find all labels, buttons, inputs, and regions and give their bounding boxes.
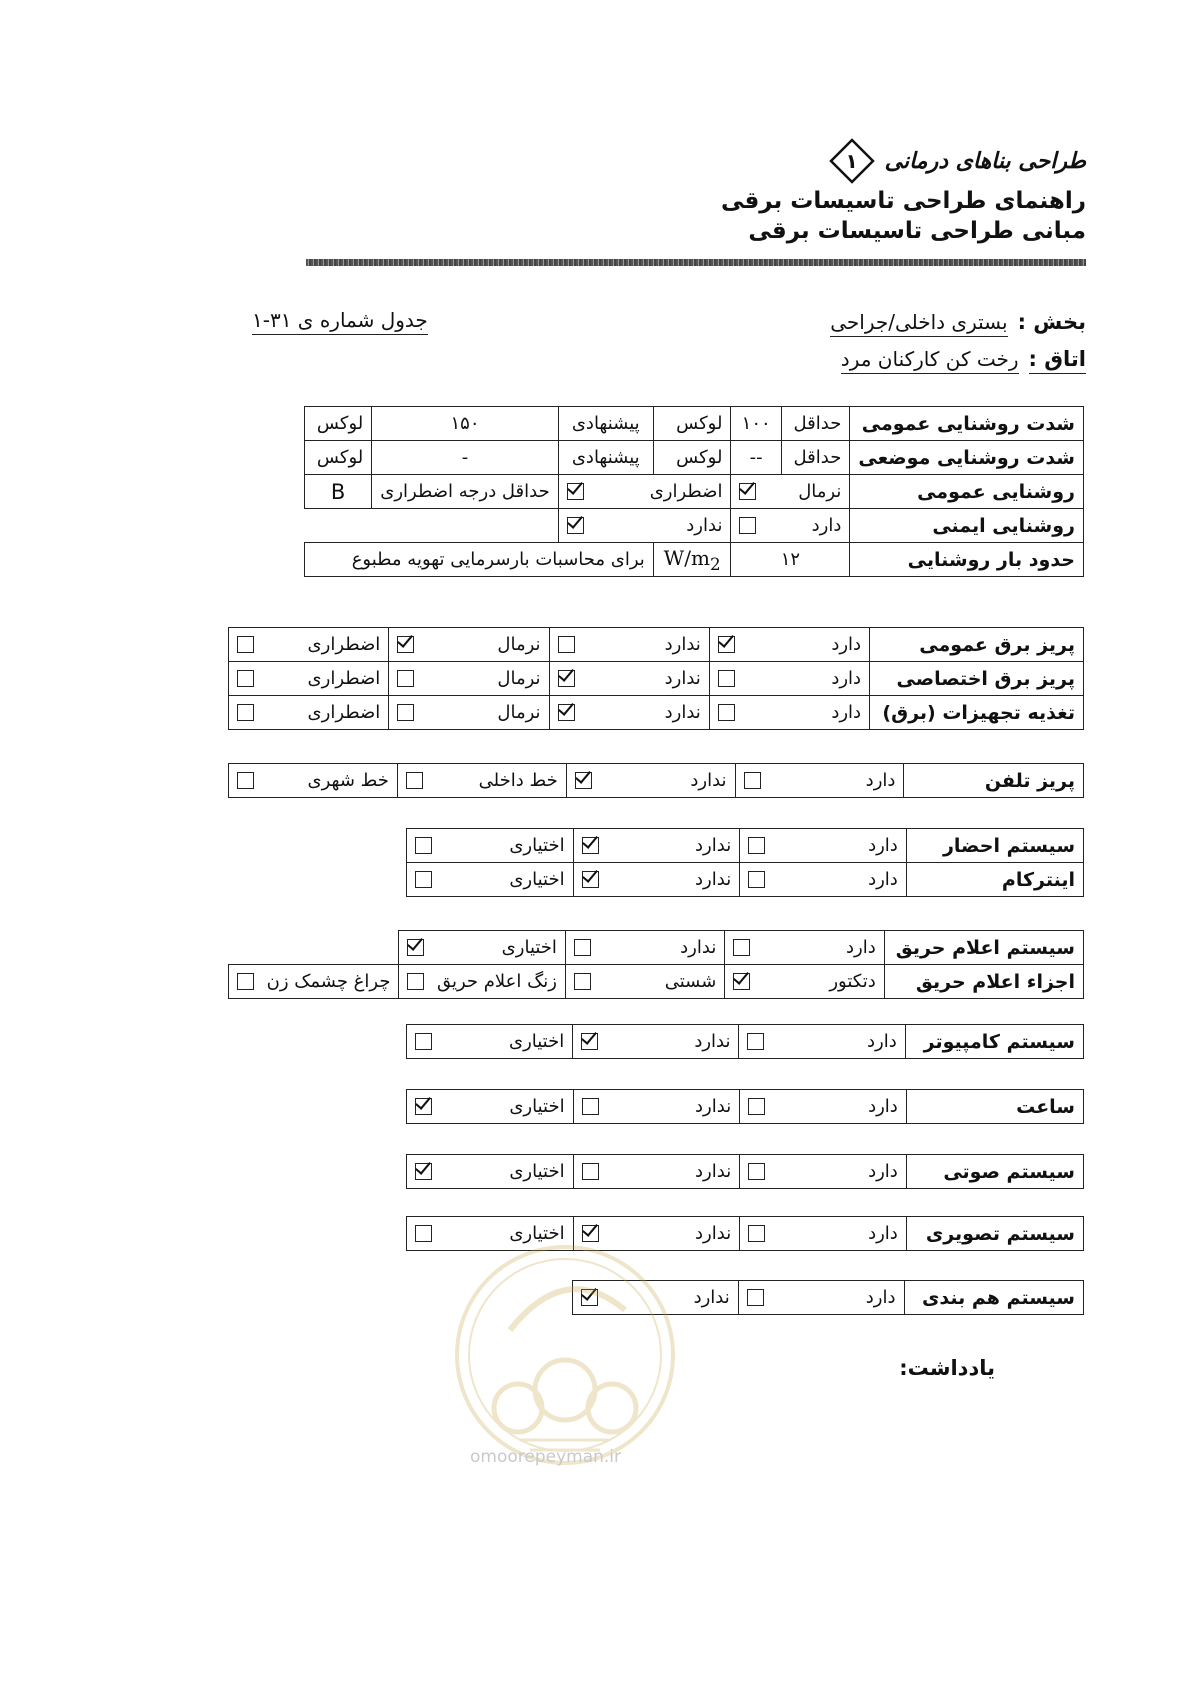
lighting-load-row — [305, 543, 1084, 577]
option-label: ندارد — [693, 1287, 730, 1308]
option-label: ندارد — [690, 770, 727, 791]
option-label: نرمال — [497, 668, 541, 689]
option-cell — [709, 628, 869, 662]
checkbox[interactable] — [739, 483, 756, 500]
option-cell — [731, 509, 850, 543]
checkbox[interactable] — [397, 670, 414, 687]
row-label: روشنایی عمومی — [850, 475, 1084, 509]
row-label: سیستم صوتی — [906, 1155, 1083, 1189]
option-label: چراغ چشمک زن — [266, 971, 391, 992]
table-number: جدول شماره ی ۳۱-۱ — [252, 308, 428, 335]
option-label: نرمال — [497, 702, 541, 723]
grade-value: B — [305, 475, 372, 509]
recommended-value: ۱۵۰ — [372, 407, 559, 441]
option-label: دارد — [865, 1287, 896, 1308]
unit: لوکس — [305, 441, 372, 475]
checkbox[interactable] — [415, 1225, 432, 1242]
recommended-value: - — [372, 441, 559, 475]
general-intensity-row — [305, 407, 1084, 441]
general-lighting-row — [305, 475, 1084, 509]
checkbox[interactable] — [567, 483, 584, 500]
option-cell — [397, 764, 566, 798]
option-label: خط داخلی — [478, 770, 558, 791]
series-title: طراحی بناهای درمانی — [884, 148, 1086, 174]
load-unit — [653, 543, 731, 577]
clock-table — [406, 1089, 1084, 1124]
table-row — [407, 829, 1084, 863]
option-cell — [725, 965, 884, 999]
option-cell — [549, 696, 709, 730]
subtitle-principles: مبانی طراحی تاسیسات برقی — [748, 218, 1086, 244]
recommended-label: پیشنهادی — [558, 407, 653, 441]
watermark-url: omoorepeyman.ir — [470, 1447, 622, 1467]
checkbox[interactable] — [744, 772, 761, 789]
row-label: روشنایی ایمنی — [850, 509, 1084, 543]
option-cell — [573, 1155, 740, 1189]
checkbox[interactable] — [407, 973, 424, 990]
option-label: شستی — [664, 971, 717, 992]
option-cell — [229, 662, 389, 696]
option-cell — [558, 475, 731, 509]
checkbox[interactable] — [415, 1098, 432, 1115]
option-cell — [725, 931, 884, 965]
checkbox[interactable] — [747, 1033, 764, 1050]
checkbox[interactable] — [415, 871, 432, 888]
checkbox[interactable] — [748, 1163, 765, 1180]
option-label: دارد — [868, 1161, 898, 1182]
note-label: یادداشت: — [899, 1356, 995, 1380]
checkbox[interactable] — [582, 1163, 599, 1180]
checkbox[interactable] — [237, 636, 254, 653]
load-unit-sub: 2 — [709, 554, 721, 574]
series-line — [721, 138, 1086, 184]
option-label: اضطراری — [649, 481, 723, 502]
room-row — [841, 347, 1086, 374]
option-cell — [740, 863, 907, 897]
grade-label-text: حداقل درجه اضطراری — [380, 481, 550, 502]
series-number-badge — [829, 138, 875, 184]
header-divider — [306, 259, 1086, 266]
option-cell — [389, 696, 549, 730]
load-unit-text: W/m — [663, 545, 710, 570]
min-value: ۱۰۰ — [731, 407, 781, 441]
row-label: سیستم هم بندی — [904, 1281, 1083, 1315]
option-label: دارد — [868, 1223, 898, 1244]
checkbox[interactable] — [397, 636, 414, 653]
table-row — [229, 764, 1084, 798]
option-cell — [573, 1025, 739, 1059]
checkbox[interactable] — [748, 871, 765, 888]
option-label: دارد — [865, 770, 896, 791]
row-label: پریز برق اختصاصی — [870, 662, 1084, 696]
fire-alarm-table — [228, 930, 1084, 999]
subtitle-guide: راهنمای طراحی تاسیسات برقی — [720, 188, 1086, 214]
option-cell — [549, 628, 709, 662]
series-number: ۱ — [845, 149, 858, 173]
checkbox[interactable] — [237, 772, 254, 789]
option-cell — [740, 1217, 907, 1251]
table-row — [407, 1155, 1084, 1189]
checkbox[interactable] — [733, 973, 750, 990]
table-row — [407, 1025, 1084, 1059]
table-row — [229, 965, 1084, 999]
checkbox[interactable] — [415, 837, 432, 854]
option-label: دارد — [831, 634, 862, 655]
checkbox[interactable] — [748, 837, 765, 854]
row-label: حدود بار روشنایی — [850, 543, 1084, 577]
option-label: ندارد — [664, 702, 701, 723]
unit: لوکس — [653, 441, 731, 475]
row-label: پریز برق عمومی — [870, 628, 1084, 662]
checkbox[interactable] — [415, 1033, 432, 1050]
option-label: دتکتور — [829, 971, 876, 992]
option-cell — [407, 1090, 574, 1124]
checkbox[interactable] — [558, 670, 575, 687]
option-cell — [399, 965, 565, 999]
checkbox[interactable] — [747, 1289, 764, 1306]
table-row — [229, 628, 1084, 662]
table-row — [407, 863, 1084, 897]
call-system-table — [406, 828, 1084, 897]
checkbox[interactable] — [582, 1098, 599, 1115]
option-cell — [558, 509, 731, 543]
checkbox[interactable] — [748, 1098, 765, 1115]
option-label: دارد — [845, 937, 876, 958]
checkbox[interactable] — [582, 871, 599, 888]
option-cell — [740, 1155, 907, 1189]
empty-cell — [305, 509, 559, 543]
option-label: خط شهری — [307, 770, 389, 791]
checkbox[interactable] — [733, 939, 750, 956]
option-label: زنگ اعلام حریق — [436, 971, 557, 992]
option-cell — [735, 764, 904, 798]
power-table — [228, 627, 1084, 730]
section-value: بستری داخلی/جراحی — [830, 310, 1007, 337]
option-cell — [407, 1155, 574, 1189]
lighting-table — [304, 406, 1084, 577]
option-cell — [573, 863, 740, 897]
option-cell — [740, 829, 907, 863]
checkbox[interactable] — [718, 636, 735, 653]
option-label: ندارد — [664, 668, 701, 689]
option-cell — [407, 863, 574, 897]
option-cell — [738, 1281, 904, 1315]
option-label: دارد — [866, 1031, 897, 1052]
option-label: نرمال — [798, 481, 842, 502]
option-label: ندارد — [695, 869, 732, 890]
row-label: پریز تلفن — [904, 764, 1084, 798]
option-label: اضطراری — [307, 702, 381, 723]
table-row — [229, 696, 1084, 730]
option-label: دارد — [811, 515, 842, 536]
option-cell — [565, 931, 724, 965]
checkbox[interactable] — [406, 772, 423, 789]
option-cell — [229, 965, 399, 999]
row-label: سیستم تصویری — [906, 1217, 1083, 1251]
option-label: ندارد — [680, 937, 717, 958]
checkbox[interactable] — [415, 1163, 432, 1180]
watermark-seal — [450, 1240, 680, 1470]
option-label: نرمال — [497, 634, 541, 655]
option-label: دارد — [868, 1096, 898, 1117]
option-label: اختیاری — [501, 937, 557, 958]
option-label: ندارد — [695, 1223, 732, 1244]
option-cell — [389, 662, 549, 696]
room-value: رخت کن کارکنان مرد — [841, 347, 1019, 374]
option-label: اختیاری — [508, 1031, 565, 1052]
section-row — [830, 310, 1086, 337]
checkbox[interactable] — [407, 939, 424, 956]
option-label: اضطراری — [307, 634, 381, 655]
option-cell — [229, 628, 389, 662]
checkbox[interactable] — [567, 517, 584, 534]
option-label: اختیاری — [509, 1223, 565, 1244]
checkbox[interactable] — [739, 517, 756, 534]
grade-label — [372, 475, 559, 509]
checkbox[interactable] — [575, 772, 592, 789]
section-label: بخش : — [1017, 310, 1086, 334]
option-cell — [566, 764, 735, 798]
table-row — [407, 1090, 1084, 1124]
checkbox[interactable] — [582, 837, 599, 854]
checkbox[interactable] — [558, 704, 575, 721]
option-cell — [731, 475, 850, 509]
option-cell — [565, 965, 724, 999]
option-label: ندارد — [694, 1031, 731, 1052]
option-label: اختیاری — [509, 1096, 565, 1117]
option-label: ندارد — [695, 1161, 732, 1182]
checkbox[interactable] — [581, 1033, 598, 1050]
checkbox[interactable] — [718, 704, 735, 721]
unit: لوکس — [305, 407, 372, 441]
checkbox[interactable] — [558, 636, 575, 653]
phone-table — [228, 763, 1084, 798]
safety-lighting-row — [305, 509, 1084, 543]
min-label: حداقل — [781, 441, 849, 475]
option-cell — [229, 764, 398, 798]
checkbox[interactable] — [237, 670, 254, 687]
row-label: شدت روشنایی موضعی — [850, 441, 1084, 475]
option-label: ندارد — [664, 634, 701, 655]
checkbox[interactable] — [574, 939, 591, 956]
option-cell — [407, 829, 574, 863]
option-cell — [739, 1025, 905, 1059]
option-label: ندارد — [695, 1096, 732, 1117]
option-label: اختیاری — [509, 869, 565, 890]
table-row — [229, 662, 1084, 696]
option-cell — [709, 662, 869, 696]
min-value: -- — [731, 441, 781, 475]
local-intensity-row — [305, 441, 1084, 475]
checkbox[interactable] — [237, 704, 254, 721]
document-header — [721, 138, 1086, 244]
option-cell — [407, 1025, 573, 1059]
checkbox[interactable] — [748, 1225, 765, 1242]
option-label: دارد — [831, 702, 862, 723]
row-label: سیستم کامپیوتر — [905, 1025, 1083, 1059]
load-value: ۱۲ — [731, 543, 850, 577]
unit: لوکس — [653, 407, 731, 441]
empty-cell — [229, 931, 399, 965]
computer-system-table — [406, 1024, 1084, 1059]
row-label: شدت روشنایی عمومی — [850, 407, 1084, 441]
option-cell — [740, 1090, 907, 1124]
option-cell — [399, 931, 565, 965]
checkbox[interactable] — [237, 973, 254, 990]
row-label: اجزاء اعلام حریق — [884, 965, 1083, 999]
option-cell — [573, 829, 740, 863]
row-label: اینترکام — [906, 863, 1083, 897]
option-cell — [549, 662, 709, 696]
table-row — [229, 931, 1084, 965]
checkbox[interactable] — [574, 973, 591, 990]
option-label: ندارد — [695, 835, 732, 856]
load-note: برای محاسبات بارسرمایی تهویه مطبوع — [305, 543, 654, 577]
option-label: دارد — [831, 668, 862, 689]
option-label: ندارد — [686, 515, 723, 536]
row-label: سیستم اعلام حریق — [884, 931, 1083, 965]
row-label: ساعت — [906, 1090, 1083, 1124]
row-label: سیستم احضار — [906, 829, 1083, 863]
option-cell — [389, 628, 549, 662]
checkbox[interactable] — [718, 670, 735, 687]
option-label: اختیاری — [509, 1161, 565, 1182]
option-label: دارد — [868, 869, 898, 890]
option-cell — [229, 696, 389, 730]
option-label: اضطراری — [307, 668, 381, 689]
checkbox[interactable] — [397, 704, 414, 721]
audio-system-table — [406, 1154, 1084, 1189]
min-label: حداقل — [781, 407, 849, 441]
row-label: تغذیه تجهیزات (برق) — [870, 696, 1084, 730]
option-label: اختیاری — [509, 835, 565, 856]
option-cell — [573, 1090, 740, 1124]
room-label: اتاق : — [1029, 347, 1086, 374]
option-label: دارد — [868, 835, 898, 856]
recommended-label: پیشنهادی — [558, 441, 653, 475]
option-cell — [709, 696, 869, 730]
